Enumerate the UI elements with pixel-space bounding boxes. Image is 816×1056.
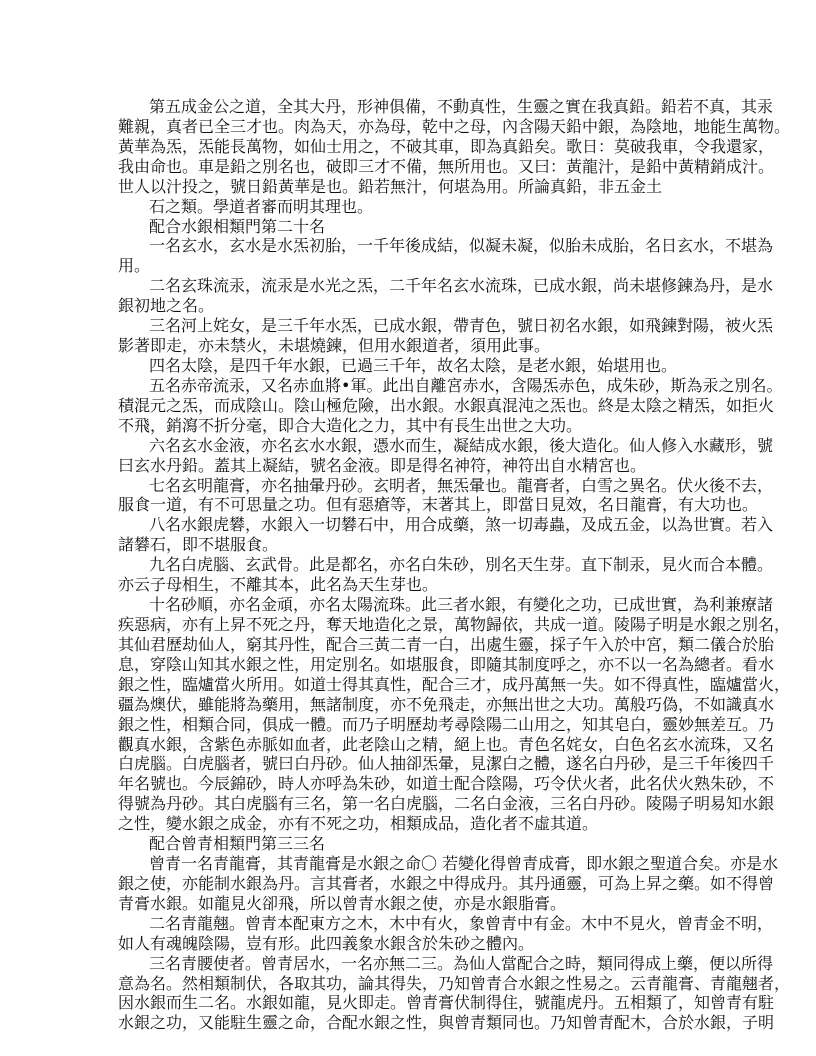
text-line: 意為名。然相類制伏，各取其功，論其得失，乃知曾青合水銀之性易之。云青龍膏、青龍翹者， (118, 973, 791, 993)
text-line: 曰玄水丹鉛。蓋其上凝結，號名金液。即是得名神符，神符出自水精宮也。 (118, 455, 647, 475)
paragraph (118, 276, 774, 316)
text-line: 因水銀而生二名。水銀如龍，見火即走。曾青膏伏制得住，號龍虎丹。五相類了，知曾青有駐 (118, 993, 775, 1013)
text-line: 曾青一名青龍膏，其青龍膏是水銀之命〇 若變化得曾青成膏，即水銀之聖道合矣。亦是水 (149, 854, 779, 874)
text-line: 疆為燠伏，雖能將為藥用，無諸制度，亦不免飛走，亦無出世之大功。萬般巧偽，不如識真水 (118, 694, 775, 714)
text-line: 青膏水銀。如龍見火卻飛，所以曾青水銀之使，亦是水銀脂膏。 (118, 893, 567, 913)
paragraph (118, 595, 791, 834)
text-line: 息，穿陰山知其水銀之性，用定別名。如堪服食，即隨其制度呼之，亦不以一名為總者。看水 (118, 654, 775, 674)
text-line: 配合曾青相類門第三三名 (149, 834, 326, 854)
text-line: 四名太陰，是四千年水銀，已過三千年，故名太陰，是老水銀，始堪用也。 (149, 355, 678, 375)
paragraph (118, 913, 774, 954)
text-line: 三名青腰使者。曾青居水，一名亦無二三。為仙人當配合之時，類同得成上藥，便以所得 (149, 953, 774, 973)
paragraph (118, 375, 783, 436)
text-line: 銀初地之名。 (118, 296, 215, 316)
text-line: 水銀之功，又能駐生靈之命，合配水銀之性，與曾青類同也。乃知曾青配木，合於水銀，子明 (118, 1013, 775, 1033)
text-line: 二名青龍翹。曾青本配東方之木，木中有火，象曾青中有金。木中不見火，曾青金不明， (149, 913, 774, 933)
text-line: 八名水銀虎礬，水銀入一切礬石中，用合成藥，煞一切毒蟲，及成五金，以為世實。若入 (149, 515, 774, 535)
text-line: 疾惡病，亦有上昇不死之丹，奪天地造化之景，萬物歸依，共成一道。陵陽子明是水銀之別名， (118, 614, 791, 634)
text-line: 世人以汁投之，號日鉛黃華是也。鉛若無汁，何堪為用。所論真鉛，非五金土 (118, 176, 663, 196)
paragraph (118, 834, 708, 854)
text-line: 之性，變水銀之成金，亦有不死之功，相類成品，造化者不虛其道。 (118, 814, 599, 834)
text-line: 其仙君歷劫仙人，窮其丹性，配合三黃二青一白，出處生靈，採子午入於中宮，類二儀合於胎 (118, 634, 775, 654)
text-line: 十名砂順，亦名金頑，亦名太陽流珠。此三者水銀，有變化之功，已成世實，為利兼療諸 (149, 595, 774, 615)
text-line: 銀之使，亦能制水銀為丹。言其膏者，水銀之中得成丹。其丹通靈，可為上昇之藥。如不得曾 (118, 873, 775, 893)
paragraph (118, 217, 708, 237)
text-line: 七名玄明龍膏，亦名抽暈丹砂。玄明者，無炁暈也。龍膏者，白雪之異名。伏火後不去， (149, 475, 774, 495)
text-line: 得號為丹砂。其白虎腦有三名，第一名白虎腦，二名白金液，三名白丹砂。陵陽子明易知水銀 (118, 794, 775, 814)
text-line: 三名河上姹女，是三千年水炁，已成水銀，帶青色，號日初名水銀，如飛鍊對陽，被火炁 (149, 316, 774, 336)
text-line: 二名玄珠流汞，流汞是水光之炁，二千年名玄水流珠，已成水銀，尚未堪修鍊為丹，是水 (149, 276, 774, 296)
text-line: 積混元之炁，而成陰山。陰山極危險，出水銀。水銀真混沌之炁也。終是太陰之精炁，如拒火 (118, 395, 775, 415)
text-line: 六名玄水金液，亦名玄水水銀，憑水而生，凝結成水銀，後大造化。仙人修入水藏形，號 (149, 435, 774, 455)
text-line: 不飛，銷瀉不折分毫，即合大造化之力，其中有長生出世之大功。 (118, 415, 583, 435)
text-line: 配合水銀相類門第二十名 (149, 216, 326, 236)
paragraph (118, 854, 779, 914)
paragraph (118, 515, 774, 555)
document-body (118, 97, 791, 1033)
text-line: 白虎腦。白虎腦者，號曰白丹砂。仙人抽卻炁暈，見潔白之體，遂名白丹砂，是三千年後四千 (118, 754, 775, 774)
text-line: 五名赤帝流汞，又名赤血將•軍。此出自離宮赤水，含陽炁赤色，成朱砂，斯為汞之別名。 (149, 375, 783, 395)
text-line: 九名白虎腦、玄武骨。此是都名，亦名白朱砂，別名天生芽。直下制汞，見火而合本體。 (149, 555, 774, 575)
paragraph (118, 97, 791, 197)
paragraph (118, 316, 774, 356)
text-line: 第五成金公之道，全其大丹，形神俱備，不動真性，生靈之實在我真鉛。鉛若不真，其汞 (149, 97, 774, 116)
text-line: 觀真水銀，含紫色赤脈如血者，此老陰山之精，絕上也。青色名姹女，白色名玄水流珠，又名 (118, 734, 775, 754)
text-line: 一名玄水，玄水是水炁初胎，一千年後成結，似凝未凝，似胎未成胎，名日玄水，不堪為 (149, 236, 774, 256)
paragraph (118, 236, 774, 276)
text-line: 服食一道，有不可思量之功。但有惡瘡等，末著其上，即當日見效，名日龍膏，有大功也。 (118, 495, 759, 515)
paragraph (118, 953, 791, 1034)
paragraph (118, 435, 774, 476)
paragraph (118, 555, 774, 595)
text-line: 如人有魂魄陰陽，豈有形。此四義象水銀含於朱砂之體內。 (118, 933, 535, 953)
text-line: 銀之性，臨爐當火所用。如道士得其真性，配合三才，成丹萬無一失。如不得真性，臨爐當火， (118, 674, 791, 694)
paragraph (118, 197, 708, 217)
text-line: 亦云子母相生，不離其本，此名為天生芽也。 (118, 575, 439, 595)
text-line: 影著即走，亦未禁火，未堪燒鍊，但用水銀道者，須用此事。 (118, 336, 551, 356)
text-line: 年名號也。今辰錦砂，時人亦呼為朱砂，如道士配合陰陽，巧令伏火者，此名伏火熟朱砂，不 (118, 774, 775, 794)
text-line: 銀之性，相類合同，俱成一體。而乃子明歷劫考尋陰陽二山用之，知其皂白，靈妙無差互。乃 (118, 714, 775, 734)
text-line: 用。 (118, 256, 151, 276)
paragraph (118, 475, 774, 516)
text-line: 我由命也。車是鉛之別名也，破即三才不備，無所用也。又曰：黃龍汁，是鉛中黃精銷成汁。 (118, 156, 775, 176)
text-line: 石之類。學道者審而明其理也。 (149, 196, 374, 216)
text-line: 難親，真者已全三才也。肉為天，亦為母，乾中之母，內含陽天鉛中銀，為陰地，地能生萬物。 (118, 116, 791, 136)
text-line: 黃華為炁，炁能長萬物，如仙士用之，不破其車，即為真鉛矣。歌日：莫破我車，令我還家， (118, 136, 775, 156)
paragraph (118, 356, 708, 376)
text-line: 諸礬石，即不堪服食。 (118, 535, 279, 555)
